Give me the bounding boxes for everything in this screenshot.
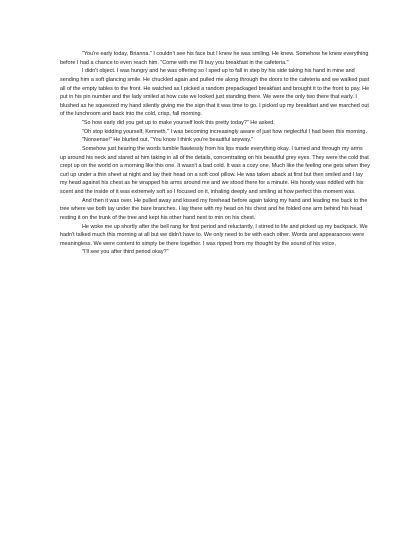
paragraph-7: And then it was over. He pulled away and kissed my forehead before again taking my hand and leading me back to the tree where we both lay under the bare branches. I lay there with my head on his chest and he folded one arm behind his head resting it on the trunk of the tree and kept his other hand next to min on his chest. (60, 197, 368, 221)
paragraph-8: He woke me up shortly after the bell rang for first period and reluctantly, I stirred to life and picked up my backpack. We hadn't talked much this morning at all but we didn't have to. We only need to be with each other. Words and appearances were meaningless. We were content to simply be there together. I was ripped from my thought by the sound of his voice, (60, 223, 368, 247)
paragraph-3: "So how early did you get up to make yourself look this pretty today?" He asked. (82, 120, 275, 126)
paragraph-9: "I'll see you after third period okay?" (82, 249, 169, 256)
paragraph-2: I didn't object. I was hungry and he was offering so I sped up to fall in step by his side taking his hand in mine and sending him a soft glancing smile. He chuckled again and pulled me along through the doors to the cafeteria and we walked past all of the empty tables to the front. He watched as I picked a random prepackaged breakfast and brought it to the front to pay. He put in his pin number and the lady smiled at how cute we looked just standing there. We were the only two there that early. I blushed as he squeezed my hand silently giving me the sign that it was time to go. I picked up my breakfast and we marched out of the lunchroom and back into the cold, crisp, fall morning. (60, 68, 370, 118)
document-page (60, 50, 370, 257)
paragraph-5: "Nonsense!" He blurted out, "You know I think you're beautiful anyway." (82, 137, 254, 144)
paragraph-6: Somehow just hearing the words tumble flawlessly from his lips made everything okay. I turned and through my arms up around his neck and stared at him taking in all of the details, concentrating on his beautiful grey eyes. They were the cold that crept up on the world on a morning like this one. It wasn't a bad cold. It was a cozy one. Much like the feeling one gets when they curl up under a thin sheet at night and lay their head on a soft cool pillow. He was taken aback at first but then smiled and I lay my head against his chest as he wrapped his arms around me and we stood there for a minute. His hoody was riddled with his scent and the inside of it was extremely soft so I focused on it, inhaling deeply and smiling at how perfect this moment was. (60, 145, 370, 195)
paragraph-1: "You're early today, Brianna." I couldn't see his face but I knew he was smiling. He knew. Somehow he knew everything before I had a chance to even reach him. "Come with me I'll buy you breakfast in the cafeteria." (60, 51, 369, 66)
paragraph-4: "Oh stop kidding yourself, Kenneth." I was becoming increasingly aware of just how neglectful I had been this morning. (82, 128, 367, 135)
